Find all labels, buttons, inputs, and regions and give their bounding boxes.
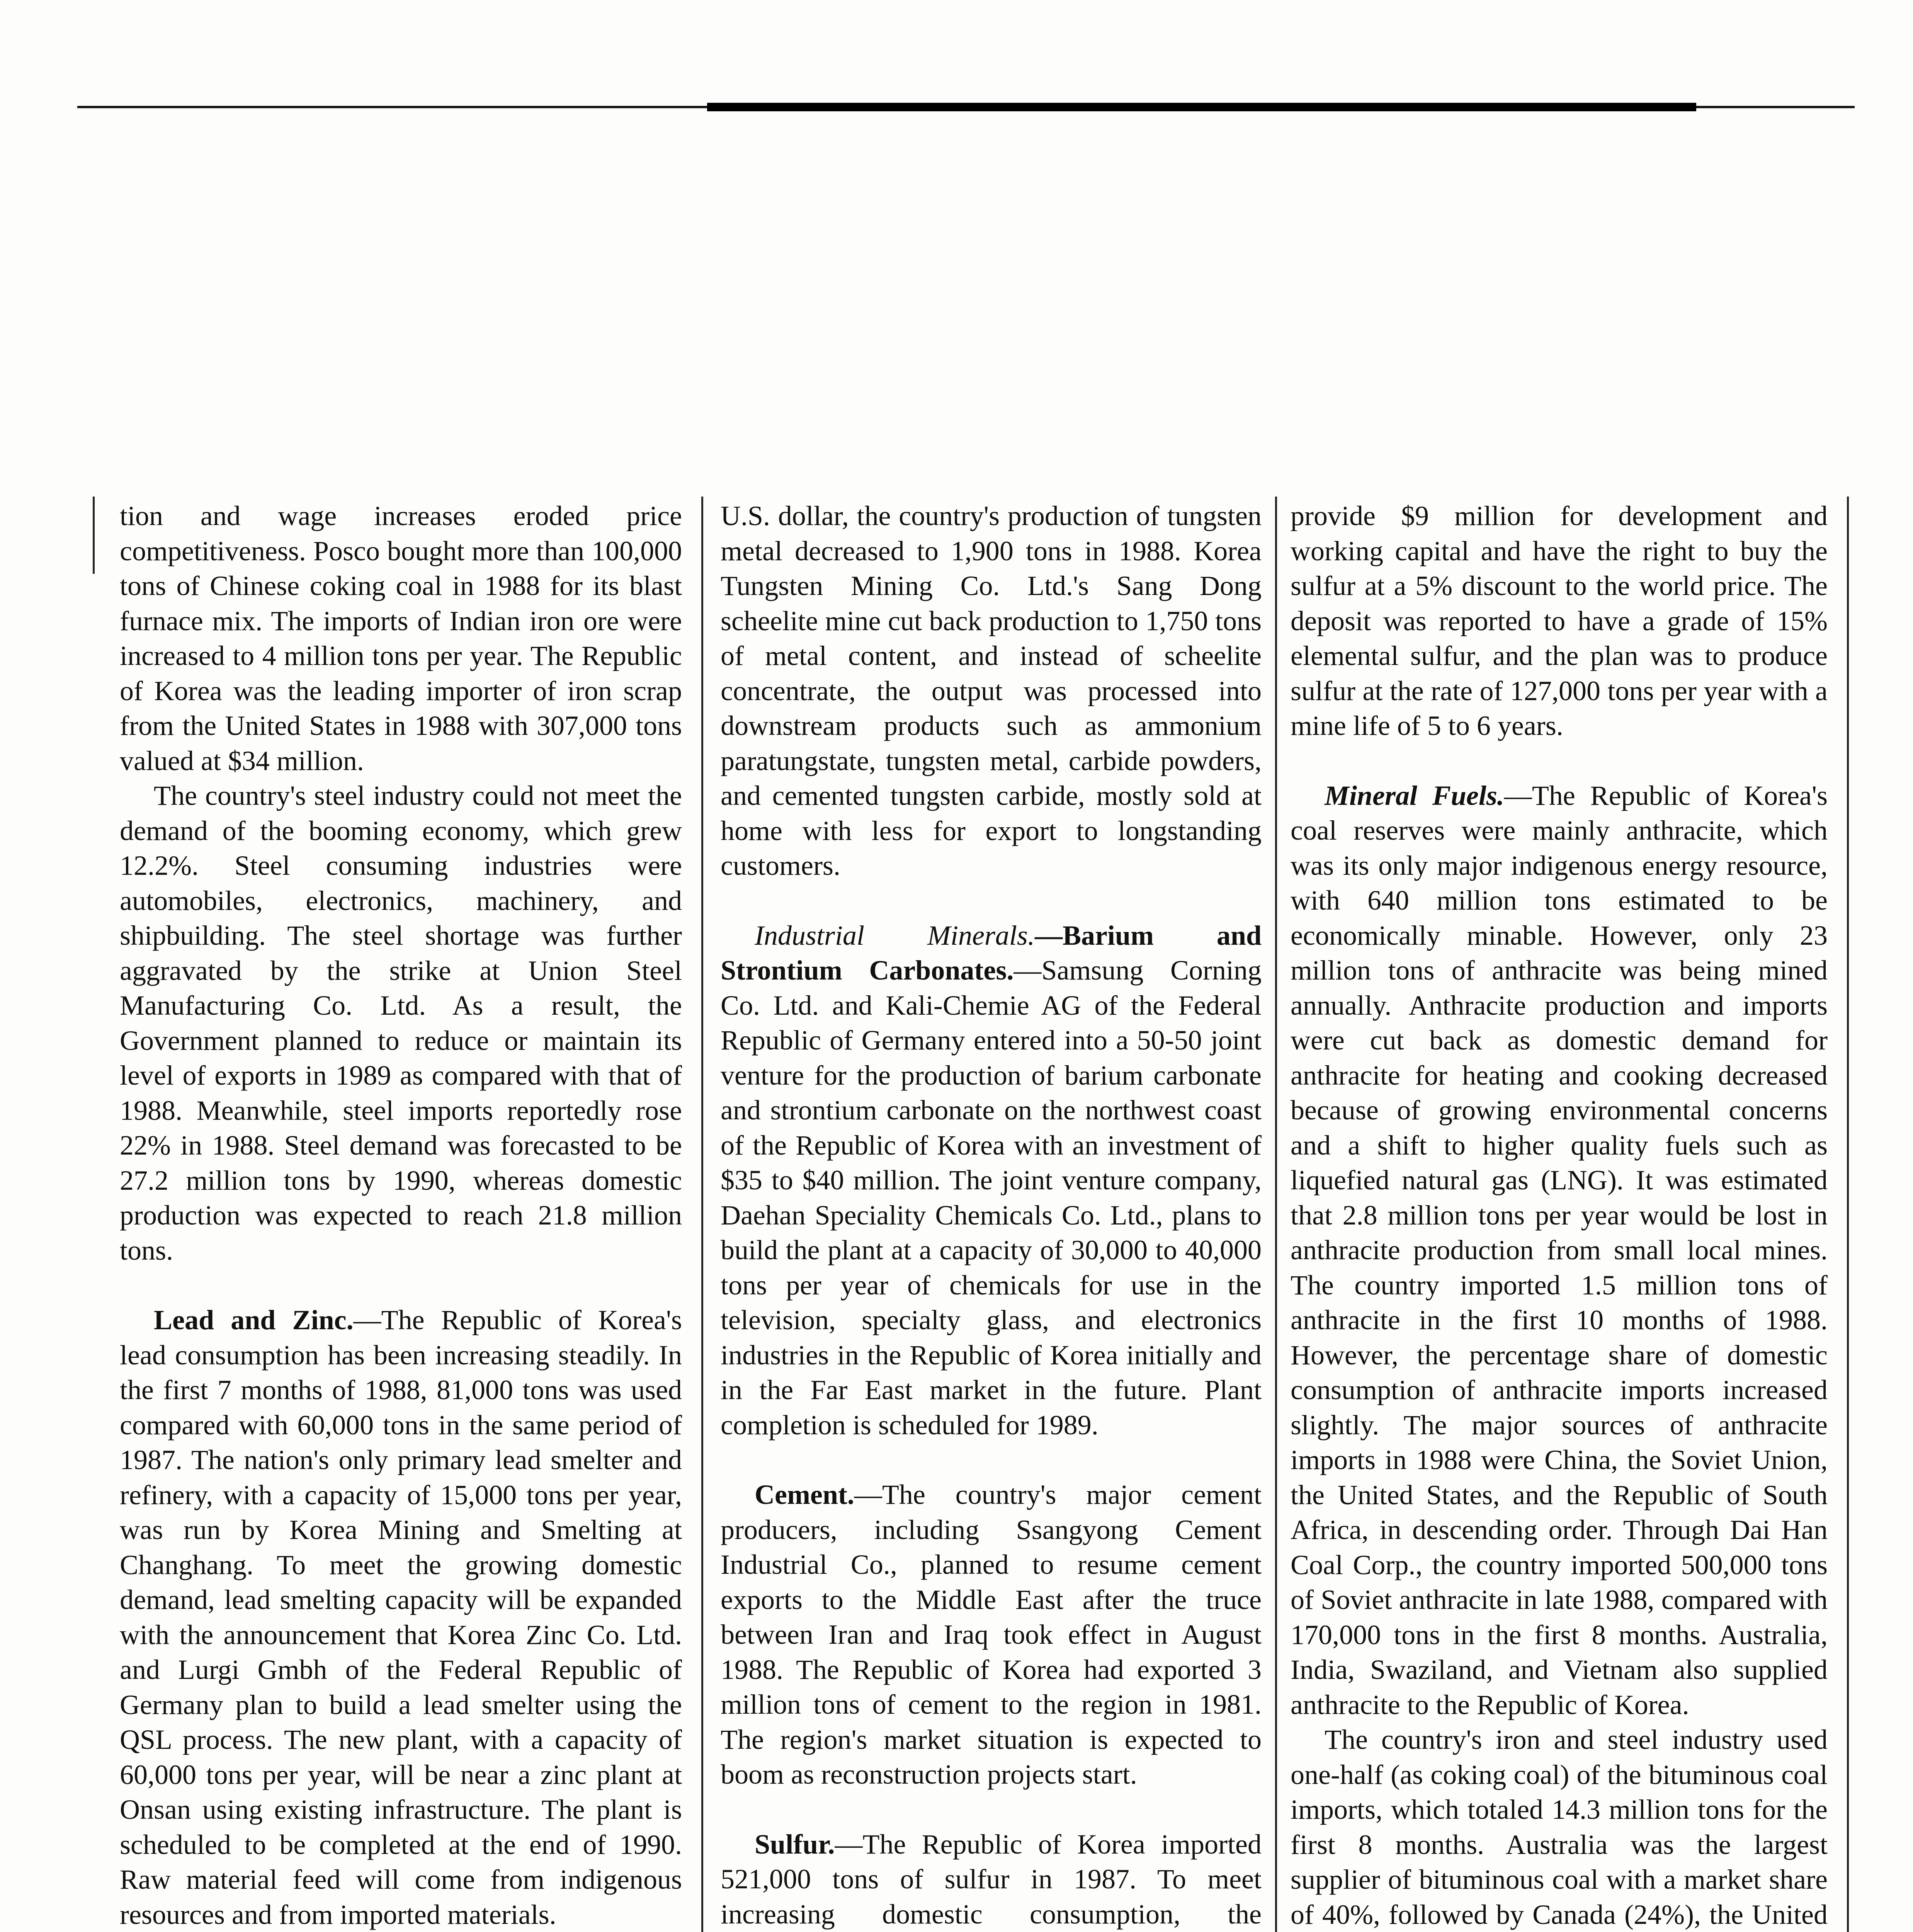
section-cement [721, 1477, 1262, 1792]
column-margin-mark [93, 497, 95, 574]
section-sulfur [721, 1827, 1262, 1932]
section-heading: Mineral Fuels. [1325, 780, 1504, 811]
section-heading: Lead and Zinc. [154, 1304, 354, 1335]
subsection-heading: —Barium and Strontium Carbonates. [721, 920, 1262, 986]
section-text: —Samsung Corning Co. Ltd. and Kali-Chemie AG of the Federal Republic of Germany entered into a 50-50 joint venture for the production of barium carbonate and strontium carbonate on the northwest coast of the Republic of Korea with an investment of $35 to $40 million. The joint venture company, Daehan Speciality Chemicals Co. Ltd., plans to build the plant at a capacity of 30,000 to 40,000 tons per year of chemicals for use in the television, specialty glass, and electronics industries in the Republic of Korea initially and in the Far East market in the future. Plant completion is scheduled for 1989. [721, 955, 1262, 1440]
section-lead-zinc [120, 1303, 682, 1932]
paragraph: U.S. dollar, the country's production of tungsten metal decreased to 1,900 tons in 1988. Korea Tungsten Mining Co. Ltd.'s Sang Dong scheelite mine cut back production to 1,750 tons of metal content, and instead of scheelite concentrate, the output was processed into downstream products such as ammonium paratungstate, tungsten metal, carbide powders, and cemented tungsten carbide, mostly sold at home with less for export to longstanding customers. [721, 500, 1262, 881]
section-text: —The Republic of Korea's lead consumption has been increasing steadily. In the first 7 months of 1988, 81,000 tons was used compared with 60,000 tons in the same period of 1987. The nation's only primary lead smelter and refinery, with a capacity of 15,000 tons per year, was run by Korea Mining and Smelting at Changhang. To meet the growing domestic demand, lead smelting capacity will be expanded with the announcement that Korea Zinc Co. Ltd. and Lurgi Gmbh of the Federal Republic of Germany plan to build a lead smelter using the QSL process. The new plant, with a capacity of 60,000 tons per year, will be near a zinc plant at Onsan using existing infrastructure. The plant is scheduled to be completed at the end of 1990. Raw material feed will come from indigenous resources and from imported materials. [120, 1304, 682, 1930]
section-industrial-minerals [721, 918, 1262, 1443]
text-column-3 [1291, 498, 1828, 1932]
paragraph: The country's steel industry could not meet the demand of the booming economy, which grew 12.2%. Steel consuming industries were automobiles, electronics, machinery, and shipbuilding. The steel shortage was further aggravated by the strike at Union Steel Manufacturing Co. Ltd. As a result, the Government planned to reduce or maintain its level of exports in 1989 as compared with that of 1988. Meanwhile, steel imports reportedly rose 22% in 1988. Steel demand was forecasted to be 27.2 million tons by 1990, whereas domestic production was expected to reach 21.8 million tons. [120, 780, 682, 1266]
paragraph: The country's iron and steel industry used one-half (as coking coal) of the bituminous coal imports, which totaled 14.3 million tons for the first 8 months. Australia was the largest supplier of bituminous coal with a market share of 40%, followed by Canada (24%), the United [1291, 1724, 1828, 1930]
section-heading: Sulfur. [755, 1828, 835, 1860]
column-divider [701, 497, 703, 1932]
paragraph: tion and wage increases eroded price competitiveness. Posco bought more than 100,000 tons of Chinese coking coal in 1988 for its blast furnace mix. The imports of Indian iron ore were increased to 4 million tons per year. The Republic of Korea was the leading importer of iron scrap from the United States in 1988 with 307,000 tons valued at $34 million. [120, 500, 682, 776]
column-divider [1275, 497, 1277, 1932]
section-heading: Industrial Minerals. [755, 920, 1035, 951]
paragraph: provide $9 million for development and working capital and have the right to buy the sulfur at a 5% discount to the world price. The deposit was reported to have a grade of 15% elemental sulfur, and the plan was to produce sulfur at the rate of 127,000 tons per year with a mine life of 5 to 6 years. [1291, 500, 1828, 741]
section-text: —The Republic of Korea's coal reserves were mainly anthracite, which was its only major indigenous energy resource, with 640 million tons estimated to be economically minable. However, only 23 million tons of anthracite was being mined annually. Anthracite production and imports were cut back as domestic demand for anthracite for heating and cooking decreased because of growing environmental concerns and a shift to higher quality fuels such as liquefied natural gas (LNG). It was estimated that 2.8 million tons per year would be lost in anthracite production from small local mines. The country imported 1.5 million tons of anthracite in the first 10 months of 1988. However, the percentage share of domestic consumption of anthracite imports increased slightly. The major sources of anthracite imports in 1988 were China, the Soviet Union, the United States, and the Republic of South Africa, in descending order. Through Dai Han Coal Corp., the country imported 500,000 tons of Soviet anthracite in late 1988, compared with 170,000 tons in the first 8 months. Australia, India, Swaziland, and Vietnam also supplied anthracite to the Republic of Korea. [1291, 780, 1828, 1720]
header-rule-thick [707, 103, 1696, 111]
section-heading: Cement. [755, 1479, 854, 1510]
section-text: —The country's major cement producers, including Ssangyong Cement Industrial Co., planned to resume cement exports to the Middle East after the truce between Iran and Iraq took effect in August 1988. The Republic of Korea had exported 3 million tons of cement to the region in 1981. The region's market situation is expected to boom as reconstruction projects start. [721, 1479, 1262, 1790]
text-column-1 [120, 498, 682, 1932]
section-mineral-fuels [1291, 778, 1828, 1723]
text-column-2 [721, 498, 1262, 1932]
column-divider [1847, 497, 1849, 1932]
section-text: —The Republic of Korea imported 521,000 tons of sulfur in 1987. To meet increasing domestic consumption, the [721, 1828, 1262, 1930]
